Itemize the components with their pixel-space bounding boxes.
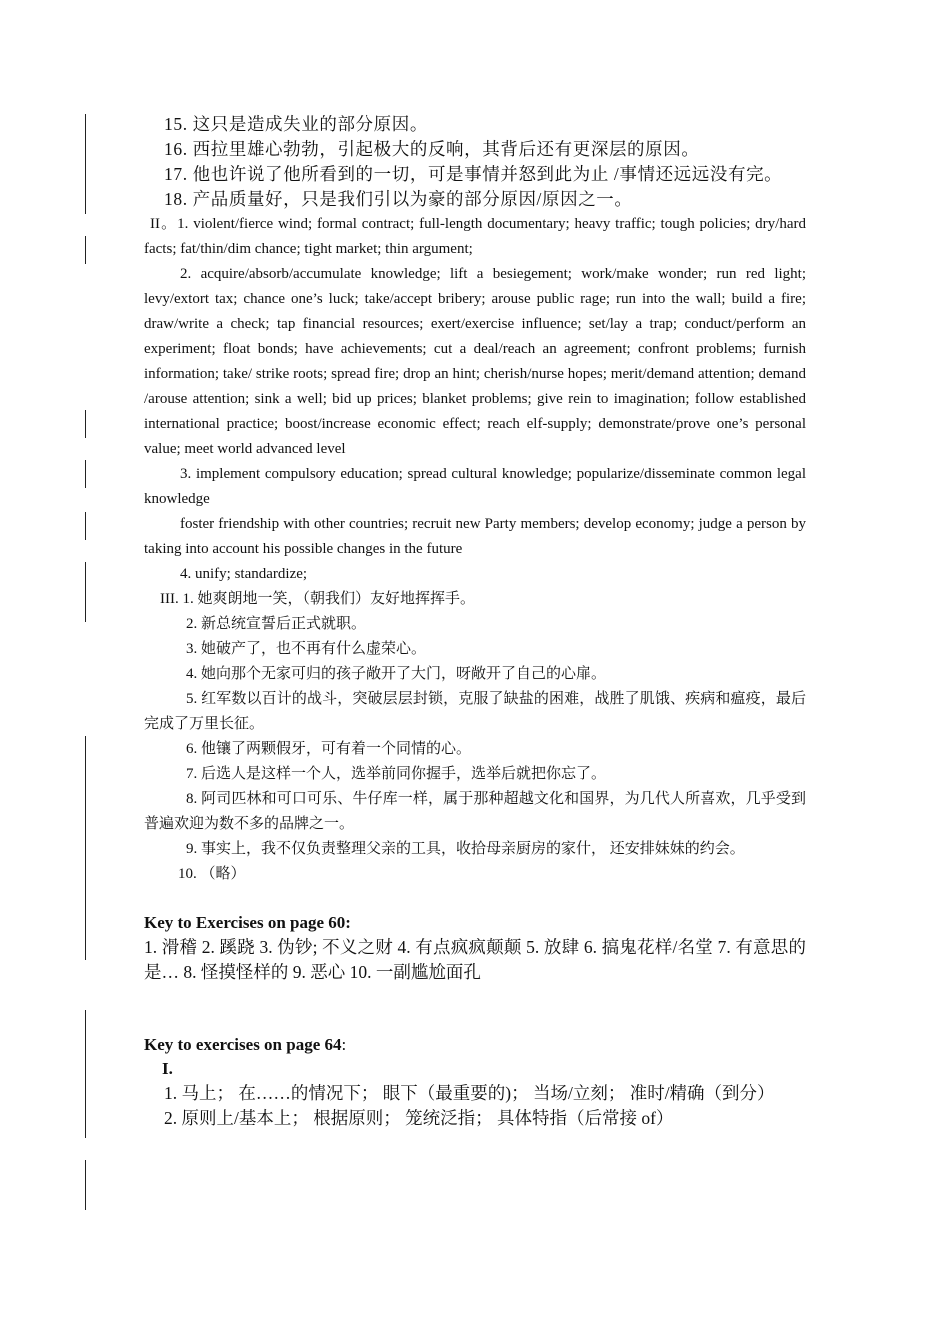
page60-section — [144, 911, 806, 985]
part3-answers — [144, 587, 806, 887]
part3-line: 2. 新总统宣誓后正式就职。 — [186, 616, 367, 632]
answer-line: 18. 产品质量好，只是我们引以为豪的部分原因/原因之一。 — [164, 189, 633, 209]
page60-heading: Key to Exercises on page 60: — [144, 913, 351, 932]
part3-line: 3. 她破产了，也不再有什么虚荣心。 — [186, 641, 427, 657]
part2-item-1: II。1. violent/fierce wind; formal contract; full-length documentary; heavy traffic; tough policies; dry/hard facts; fat/thin/dim chance; tight market; thin argument; — [144, 216, 806, 257]
part3-line: 4. 她向那个无家可归的孩子敞开了大门，呀敞开了自己的心扉。 — [186, 666, 607, 682]
page64-heading-text: Key to exercises on page 64 — [144, 1035, 342, 1054]
part3-line: 5. 红军数以百计的战斗，突破层层封锁，克服了缺盐的困难，战胜了肌饿、疾病和瘟疫，最后完成了万里长征。 — [144, 691, 806, 732]
margin-bar — [85, 1010, 86, 1138]
answer-line: 15. 这只是造成失业的部分原因。 — [164, 114, 428, 134]
part3-line: 9. 事实上，我不仅负责整理父亲的工具，收拾母亲厨房的家什， 还安排妹妹的约会。 — [186, 841, 745, 857]
part2-item-3a: 3. implement compulsory education; spread cultural knowledge; popularize/disseminate common legal knowledge — [144, 466, 806, 507]
part3-line: 6. 他镶了两颗假牙，可有着一个同情的心。 — [186, 741, 472, 757]
page64-item-1: 1. 马上； 在……的情况下； 眼下（最重要的)； 当场/立刻； 准时/精确（到分） — [164, 1083, 775, 1103]
page64-heading — [144, 1033, 806, 1057]
margin-bar — [85, 460, 86, 488]
part2-answers — [144, 212, 806, 587]
part3-line: III. 1. 她爽朗地一笑，（朝我们）友好地挥挥手。 — [160, 591, 475, 607]
margin-bar — [85, 562, 86, 622]
part2-item-4: 4. unify; standardize; — [180, 566, 308, 582]
part1-answers — [144, 112, 806, 212]
page64-section-label: I. — [162, 1059, 173, 1078]
page64-heading-colon: : — [341, 1035, 347, 1054]
margin-bar — [85, 736, 86, 960]
margin-bar — [85, 1160, 86, 1210]
part3-line: 7. 后选人是这样一个人，选举前同你握手，选举后就把你忘了。 — [186, 766, 607, 782]
margin-bar — [85, 410, 86, 438]
margin-bar — [85, 512, 86, 540]
page64-section — [144, 1033, 806, 1131]
part2-item-2: 2. acquire/absorb/accumulate knowledge; lift a besiegement; work/make wonder; run red light; levy/extort tax; chance one’s luck; take/accept bribery; arouse public rage; run into the wall; build a fire; draw/write a check; tap financial resources; exert/exercise influence; set/lay a trap; conduct/perform an experiment; float bonds; have achievements; cut a deal/reach an agreement; confront problems; furnish information; take/ strike roots; spread fire; drop an hint; cherish/nurse hopes; merit/demand attention; demand /arouse attention; sink a well; bid up prices; blanket problems; give rein to imagination; follow established international practice; boost/increase economic effect; reach elf-supply; demonstrate/prove one’s personal value; meet world advanced level — [144, 266, 806, 457]
answer-line: 17. 他也许说了他所看到的一切，可是事情并怒到此为止 /事情还远远没有完。 — [164, 164, 783, 184]
margin-bar — [85, 236, 86, 264]
page60-answers: 1. 滑稽 2. 蹊跷 3. 伪钞; 不义之财 4. 有点疯疯颠颠 5. 放肆 6. 搞鬼花样/名堂 7. 有意思的是… 8. 怪摸怪样的 9. 恶心 10. 一副尴尬面孔 — [144, 937, 806, 982]
answer-line: 16. 西拉里雄心勃勃，引起极大的反响，其背后还有更深层的原因。 — [164, 139, 700, 159]
page64-item-2: 2. 原则上/基本上； 根据原则； 笼统泛指； 具体特指（后常接 of） — [164, 1108, 674, 1128]
document-body — [144, 112, 806, 1131]
part3-line: 8. 阿司匹林和可口可乐、牛仔库一样，属于那种超越文化和国界，为几代人所喜欢，几乎受到普遍欢迎为数不多的品牌之一。 — [144, 791, 806, 832]
part3-line: 10. （略） — [178, 866, 246, 882]
part2-item-3b: foster friendship with other countries; recruit new Party members; develop economy; judge a person by taking into account his possible changes in the future — [144, 516, 806, 557]
margin-bar — [85, 114, 86, 214]
